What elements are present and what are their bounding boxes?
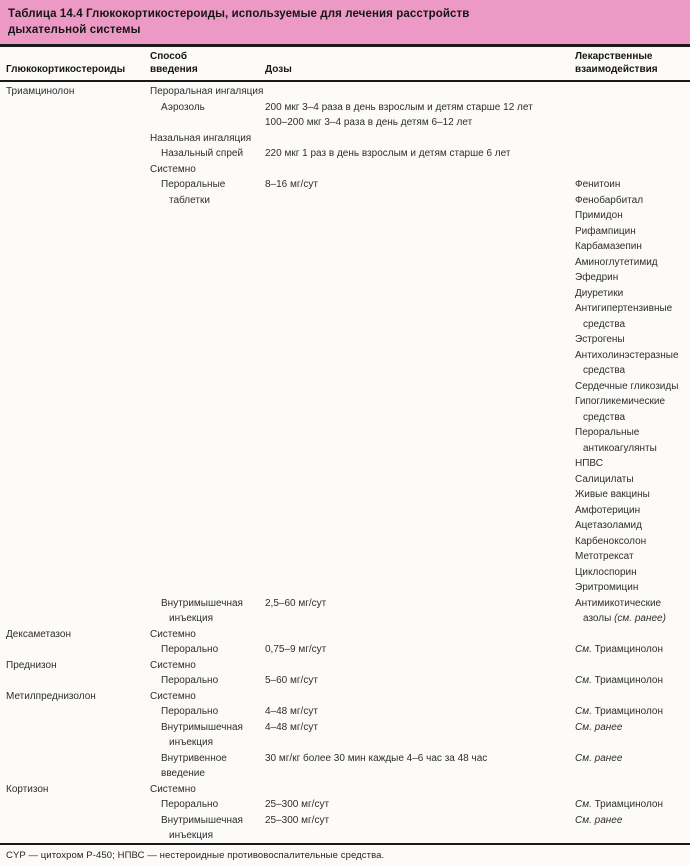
cell-route [150, 534, 265, 550]
cell-route [150, 301, 265, 317]
interaction-text-italic: См. ранее [575, 752, 623, 764]
table-row [0, 270, 690, 286]
cell-route [150, 549, 265, 565]
cell-dose [265, 627, 575, 643]
cell-interactions: Эстрогены [575, 334, 625, 345]
table-row [0, 704, 690, 720]
cell-dose [265, 549, 575, 565]
column-header-drug: Глюкокортикостероиды [6, 63, 126, 75]
cell-dose [265, 208, 575, 224]
cell-route: Перорально [161, 675, 219, 686]
cell-interactions [575, 735, 690, 751]
table-row [0, 735, 690, 751]
cell-drug [6, 239, 150, 255]
cell-interactions [575, 658, 690, 674]
interaction-text: Триамцинолон [591, 675, 663, 686]
cell-route: Системно [150, 163, 196, 175]
cell-interactions [575, 84, 690, 100]
cell-route: Внутримышечная [161, 721, 243, 733]
cell-drug [6, 596, 150, 612]
cell-route: введение [161, 768, 205, 779]
cell-route [150, 317, 265, 333]
cell-interactions: Салицилаты [575, 473, 634, 485]
cell-dose [265, 689, 575, 705]
cell-interactions: Циклоспорин [575, 566, 637, 578]
cell-drug: Триамцинолон [6, 86, 75, 97]
table-row [0, 425, 690, 441]
cell-route [150, 472, 265, 488]
cell-route [150, 487, 265, 503]
table-row [0, 441, 690, 457]
table-row [0, 208, 690, 224]
cell-interactions [575, 797, 690, 813]
table-row [0, 627, 690, 643]
cell-drug [6, 224, 150, 240]
cell-drug [6, 766, 150, 782]
cell-interactions [575, 782, 690, 798]
table-row [0, 766, 690, 782]
cell-interactions: Карбамазепин [575, 241, 642, 252]
cell-drug [6, 456, 150, 472]
cell-interactions: Эритромицин [575, 582, 639, 593]
table-row [0, 472, 690, 488]
table-title-line2: дыхательной системы [8, 24, 141, 36]
cell-dose: 5–60 мг/сут [265, 675, 318, 686]
cell-drug [6, 828, 150, 844]
cell-interactions [575, 766, 690, 782]
table-row [0, 813, 690, 829]
cell-drug [6, 503, 150, 519]
cell-drug [6, 162, 150, 178]
table-row [0, 239, 690, 255]
table-row [0, 394, 690, 410]
cell-interactions [575, 828, 690, 844]
cell-interactions [575, 751, 690, 767]
cell-dose [265, 84, 575, 100]
table-row [0, 549, 690, 565]
cell-dose [265, 565, 575, 581]
cell-route [150, 456, 265, 472]
column-header-route [150, 51, 265, 76]
cell-drug [6, 565, 150, 581]
table-row [0, 379, 690, 395]
cell-drug [6, 100, 150, 116]
cell-drug [6, 332, 150, 348]
table-row [0, 146, 690, 162]
column-headers [0, 47, 690, 80]
interaction-text-italic: См. [575, 799, 592, 810]
cell-dose: 25–300 мг/сут [265, 799, 330, 810]
cell-dose: 8–16 мг/сут [265, 179, 318, 190]
cell-dose [265, 441, 575, 457]
cell-route [150, 208, 265, 224]
cell-drug [6, 813, 150, 829]
cell-drug: Метилпреднизолон [6, 690, 96, 702]
cell-interactions [575, 115, 690, 131]
cell-route [150, 332, 265, 348]
cell-interactions: Фенобарбитал [575, 194, 644, 206]
cell-interactions: Антигипертензивные [575, 303, 673, 314]
cell-drug [6, 611, 150, 627]
interaction-text: Триамцинолон [591, 644, 663, 655]
cell-route: инъекция [169, 830, 214, 841]
interaction-text: азолы [583, 613, 615, 624]
cell-dose [265, 503, 575, 519]
table-row [0, 596, 690, 612]
cell-dose [265, 410, 575, 426]
cell-interactions [575, 813, 690, 829]
table-row [0, 689, 690, 705]
cell-drug [6, 301, 150, 317]
cell-route: Внутримышечная [161, 814, 243, 826]
table-row [0, 84, 690, 100]
cell-route: Системно [150, 659, 196, 671]
cell-dose: 30 мг/кг более 30 мин каждые 4–6 час за 48 час [265, 752, 488, 764]
cell-interactions: Метотрексат [575, 551, 634, 562]
cell-interactions: Фенитоин [575, 179, 621, 190]
column-header-dose: Дозы [265, 63, 292, 75]
cell-drug [6, 534, 150, 550]
table-row [0, 177, 690, 193]
cell-interactions: Антимикотические [575, 597, 662, 609]
cell-dose [265, 658, 575, 674]
cell-dose [265, 580, 575, 596]
cell-dose: 100–200 мкг 3–4 раза в день детям 6–12 лет [265, 117, 473, 128]
cell-interactions [575, 689, 690, 705]
table-row [0, 131, 690, 147]
cell-route [150, 224, 265, 240]
cell-route: Внутримышечная [161, 597, 243, 609]
table-row [0, 828, 690, 844]
cell-drug [6, 580, 150, 596]
table-row [0, 317, 690, 333]
interaction-text-italic: См. [575, 675, 592, 686]
table-row [0, 487, 690, 503]
cell-route: Перорально [161, 706, 219, 717]
cell-dose [265, 766, 575, 782]
cell-drug [6, 642, 150, 658]
cell-dose [265, 472, 575, 488]
cell-route [150, 115, 265, 131]
cell-drug [6, 394, 150, 410]
cell-route: Пероральные [161, 179, 226, 190]
cell-interactions: Аминоглутетимид [575, 256, 658, 268]
cell-interactions: НПВС [575, 458, 603, 469]
cell-drug: Дексаметазон [6, 628, 71, 640]
cell-route [150, 503, 265, 519]
table-row [0, 658, 690, 674]
cell-dose [265, 456, 575, 472]
cell-dose [265, 162, 575, 178]
table-title-band [0, 0, 690, 44]
cell-drug [6, 720, 150, 736]
cell-drug [6, 363, 150, 379]
cell-drug [6, 208, 150, 224]
table-row [0, 611, 690, 627]
cell-route [150, 580, 265, 596]
cell-route [150, 239, 265, 255]
cell-dose [265, 487, 575, 503]
cell-route [150, 425, 265, 441]
table-row [0, 100, 690, 116]
table-row [0, 565, 690, 581]
cell-route: Перорально [161, 644, 219, 655]
cell-interactions: Пероральные [575, 427, 640, 438]
cell-interactions [575, 704, 690, 720]
table-row [0, 580, 690, 596]
cell-dose: 25–300 мг/сут [265, 814, 330, 826]
cell-route [150, 410, 265, 426]
interaction-text-italic: См. [575, 706, 592, 717]
cell-interactions: Карбеноксолон [575, 535, 647, 547]
cell-interactions: Диуретики [575, 287, 624, 299]
cell-route: Назальная ингаляция [150, 132, 252, 144]
table-row [0, 286, 690, 302]
cell-dose [265, 379, 575, 395]
cell-drug [6, 518, 150, 534]
table-row [0, 301, 690, 317]
interaction-text-italic: См. [575, 644, 592, 655]
cell-route [150, 394, 265, 410]
cell-route: инъекция [169, 737, 214, 748]
cell-drug [6, 751, 150, 767]
table-row [0, 720, 690, 736]
cell-interactions: Рифампицин [575, 225, 636, 237]
table-row [0, 751, 690, 767]
cell-dose [265, 193, 575, 209]
cell-dose: 4–48 мг/сут [265, 721, 318, 733]
cell-route: таблетки [169, 194, 210, 206]
interaction-text-italic: (см. ранее) [614, 613, 666, 624]
cell-interactions: Амфотерицин [575, 504, 641, 516]
cell-drug [6, 704, 150, 720]
table-row [0, 363, 690, 379]
cell-interactions: средства [583, 318, 626, 330]
cell-route [150, 363, 265, 379]
cell-route: Системно [150, 690, 196, 702]
cell-drug [6, 317, 150, 333]
cell-route [150, 255, 265, 271]
table-row [0, 332, 690, 348]
cell-interactions [575, 146, 690, 162]
cell-dose [265, 286, 575, 302]
cell-dose [265, 270, 575, 286]
cell-route [150, 441, 265, 457]
cell-drug [6, 441, 150, 457]
cell-interactions [575, 611, 690, 627]
cell-interactions: Эфедрин [575, 272, 619, 283]
cell-route: Системно [150, 628, 196, 640]
cell-route [150, 270, 265, 286]
cell-drug [6, 115, 150, 131]
cell-drug [6, 425, 150, 441]
cell-drug [6, 472, 150, 488]
cell-dose [265, 131, 575, 147]
table-row [0, 534, 690, 550]
cell-route: Назальный спрей [161, 148, 244, 159]
cell-interactions: Антихолинэстеразные [575, 349, 679, 361]
cell-interactions: Гипогликемические [575, 396, 666, 407]
cell-dose [265, 611, 575, 627]
cell-dose [265, 255, 575, 271]
cell-drug [6, 255, 150, 271]
table-title-line1: Таблица 14.4 Глюкокортикостероиды, используемые для лечения расстройств [8, 8, 470, 20]
cell-route: Перорально [161, 799, 219, 810]
cell-dose [265, 828, 575, 844]
cell-dose [265, 348, 575, 364]
table-row [0, 115, 690, 131]
cell-dose [265, 317, 575, 333]
table-row [0, 410, 690, 426]
cell-interactions: Сердечные гликозиды [575, 380, 679, 392]
cell-route: Внутривенное [161, 752, 227, 764]
cell-interactions: средства [583, 411, 626, 423]
cell-drug [6, 270, 150, 286]
cell-route [150, 286, 265, 302]
cell-interactions [575, 162, 690, 178]
cell-route: Системно [150, 783, 196, 795]
column-header-interactions-line1: Лекарственные [575, 51, 653, 62]
column-header-interactions [575, 51, 690, 76]
interaction-text-italic: См. ранее [575, 814, 623, 826]
cell-dose: 220 мкг 1 раз в день взрослым и детям старше 6 лет [265, 148, 511, 159]
cell-drug [6, 487, 150, 503]
table-row [0, 224, 690, 240]
column-header-route-line2: введения [150, 63, 198, 75]
cell-interactions [575, 100, 690, 116]
cell-interactions [575, 131, 690, 147]
table-row [0, 673, 690, 689]
cell-dose [265, 534, 575, 550]
cell-drug [6, 797, 150, 813]
cell-interactions [575, 627, 690, 643]
interaction-text: Триамцинолон [591, 706, 663, 717]
cell-interactions [575, 673, 690, 689]
cell-drug: Кортизон [6, 783, 49, 795]
table-row [0, 782, 690, 798]
cell-dose [265, 363, 575, 379]
column-header-route-line1: Способ [150, 51, 188, 62]
cell-drug [6, 673, 150, 689]
cell-interactions [575, 720, 690, 736]
cell-route: Аэрозоль [161, 101, 205, 113]
cell-drug [6, 379, 150, 395]
table-body [0, 82, 690, 843]
cell-interactions: Ацетазоламид [575, 520, 642, 531]
table-row [0, 456, 690, 472]
cell-route [150, 379, 265, 395]
cell-dose: 4–48 мг/сут [265, 706, 318, 717]
cell-interactions: антикоагулянты [583, 442, 657, 454]
table-row [0, 255, 690, 271]
table-row [0, 348, 690, 364]
interaction-text-italic: См. ранее [575, 721, 623, 733]
table-row [0, 503, 690, 519]
interaction-text: Триамцинолон [591, 799, 663, 810]
cell-interactions: средства [583, 365, 626, 376]
table-row [0, 518, 690, 534]
cell-drug [6, 146, 150, 162]
cell-dose: 2,5–60 мг/сут [265, 597, 327, 609]
cell-drug [6, 348, 150, 364]
cell-dose: 200 мкг 3–4 раза в день взрослым и детям старше 12 лет [265, 101, 533, 113]
table-row [0, 162, 690, 178]
cell-dose [265, 332, 575, 348]
cell-route [150, 518, 265, 534]
cell-dose [265, 224, 575, 240]
cell-dose [265, 239, 575, 255]
cell-drug [6, 549, 150, 565]
cell-drug [6, 131, 150, 147]
cell-interactions: Примидон [575, 210, 623, 221]
cell-route [150, 565, 265, 581]
cell-drug [6, 286, 150, 302]
cell-drug: Преднизон [6, 659, 57, 671]
cell-dose [265, 394, 575, 410]
cell-dose: 0,75–9 мг/сут [265, 644, 327, 655]
cell-drug [6, 193, 150, 209]
cell-route [150, 348, 265, 364]
table-row [0, 642, 690, 658]
cell-drug [6, 410, 150, 426]
cell-interactions: Живые вакцины [575, 489, 650, 500]
column-header-interactions-line2: взаимодействия [575, 63, 658, 75]
cell-route: инъекция [169, 613, 214, 624]
cell-drug [6, 735, 150, 751]
table-row [0, 193, 690, 209]
cell-dose [265, 735, 575, 751]
cell-route: Пероральная ингаляция [150, 86, 264, 97]
cell-dose [265, 782, 575, 798]
cell-interactions [575, 642, 690, 658]
cell-dose [265, 518, 575, 534]
cell-dose [265, 425, 575, 441]
cell-dose [265, 301, 575, 317]
table-footnote: CYP — цитохром Р-450; НПВС — нестероидные противовоспалительные средства. [6, 850, 385, 861]
cell-drug [6, 177, 150, 193]
table-row [0, 797, 690, 813]
